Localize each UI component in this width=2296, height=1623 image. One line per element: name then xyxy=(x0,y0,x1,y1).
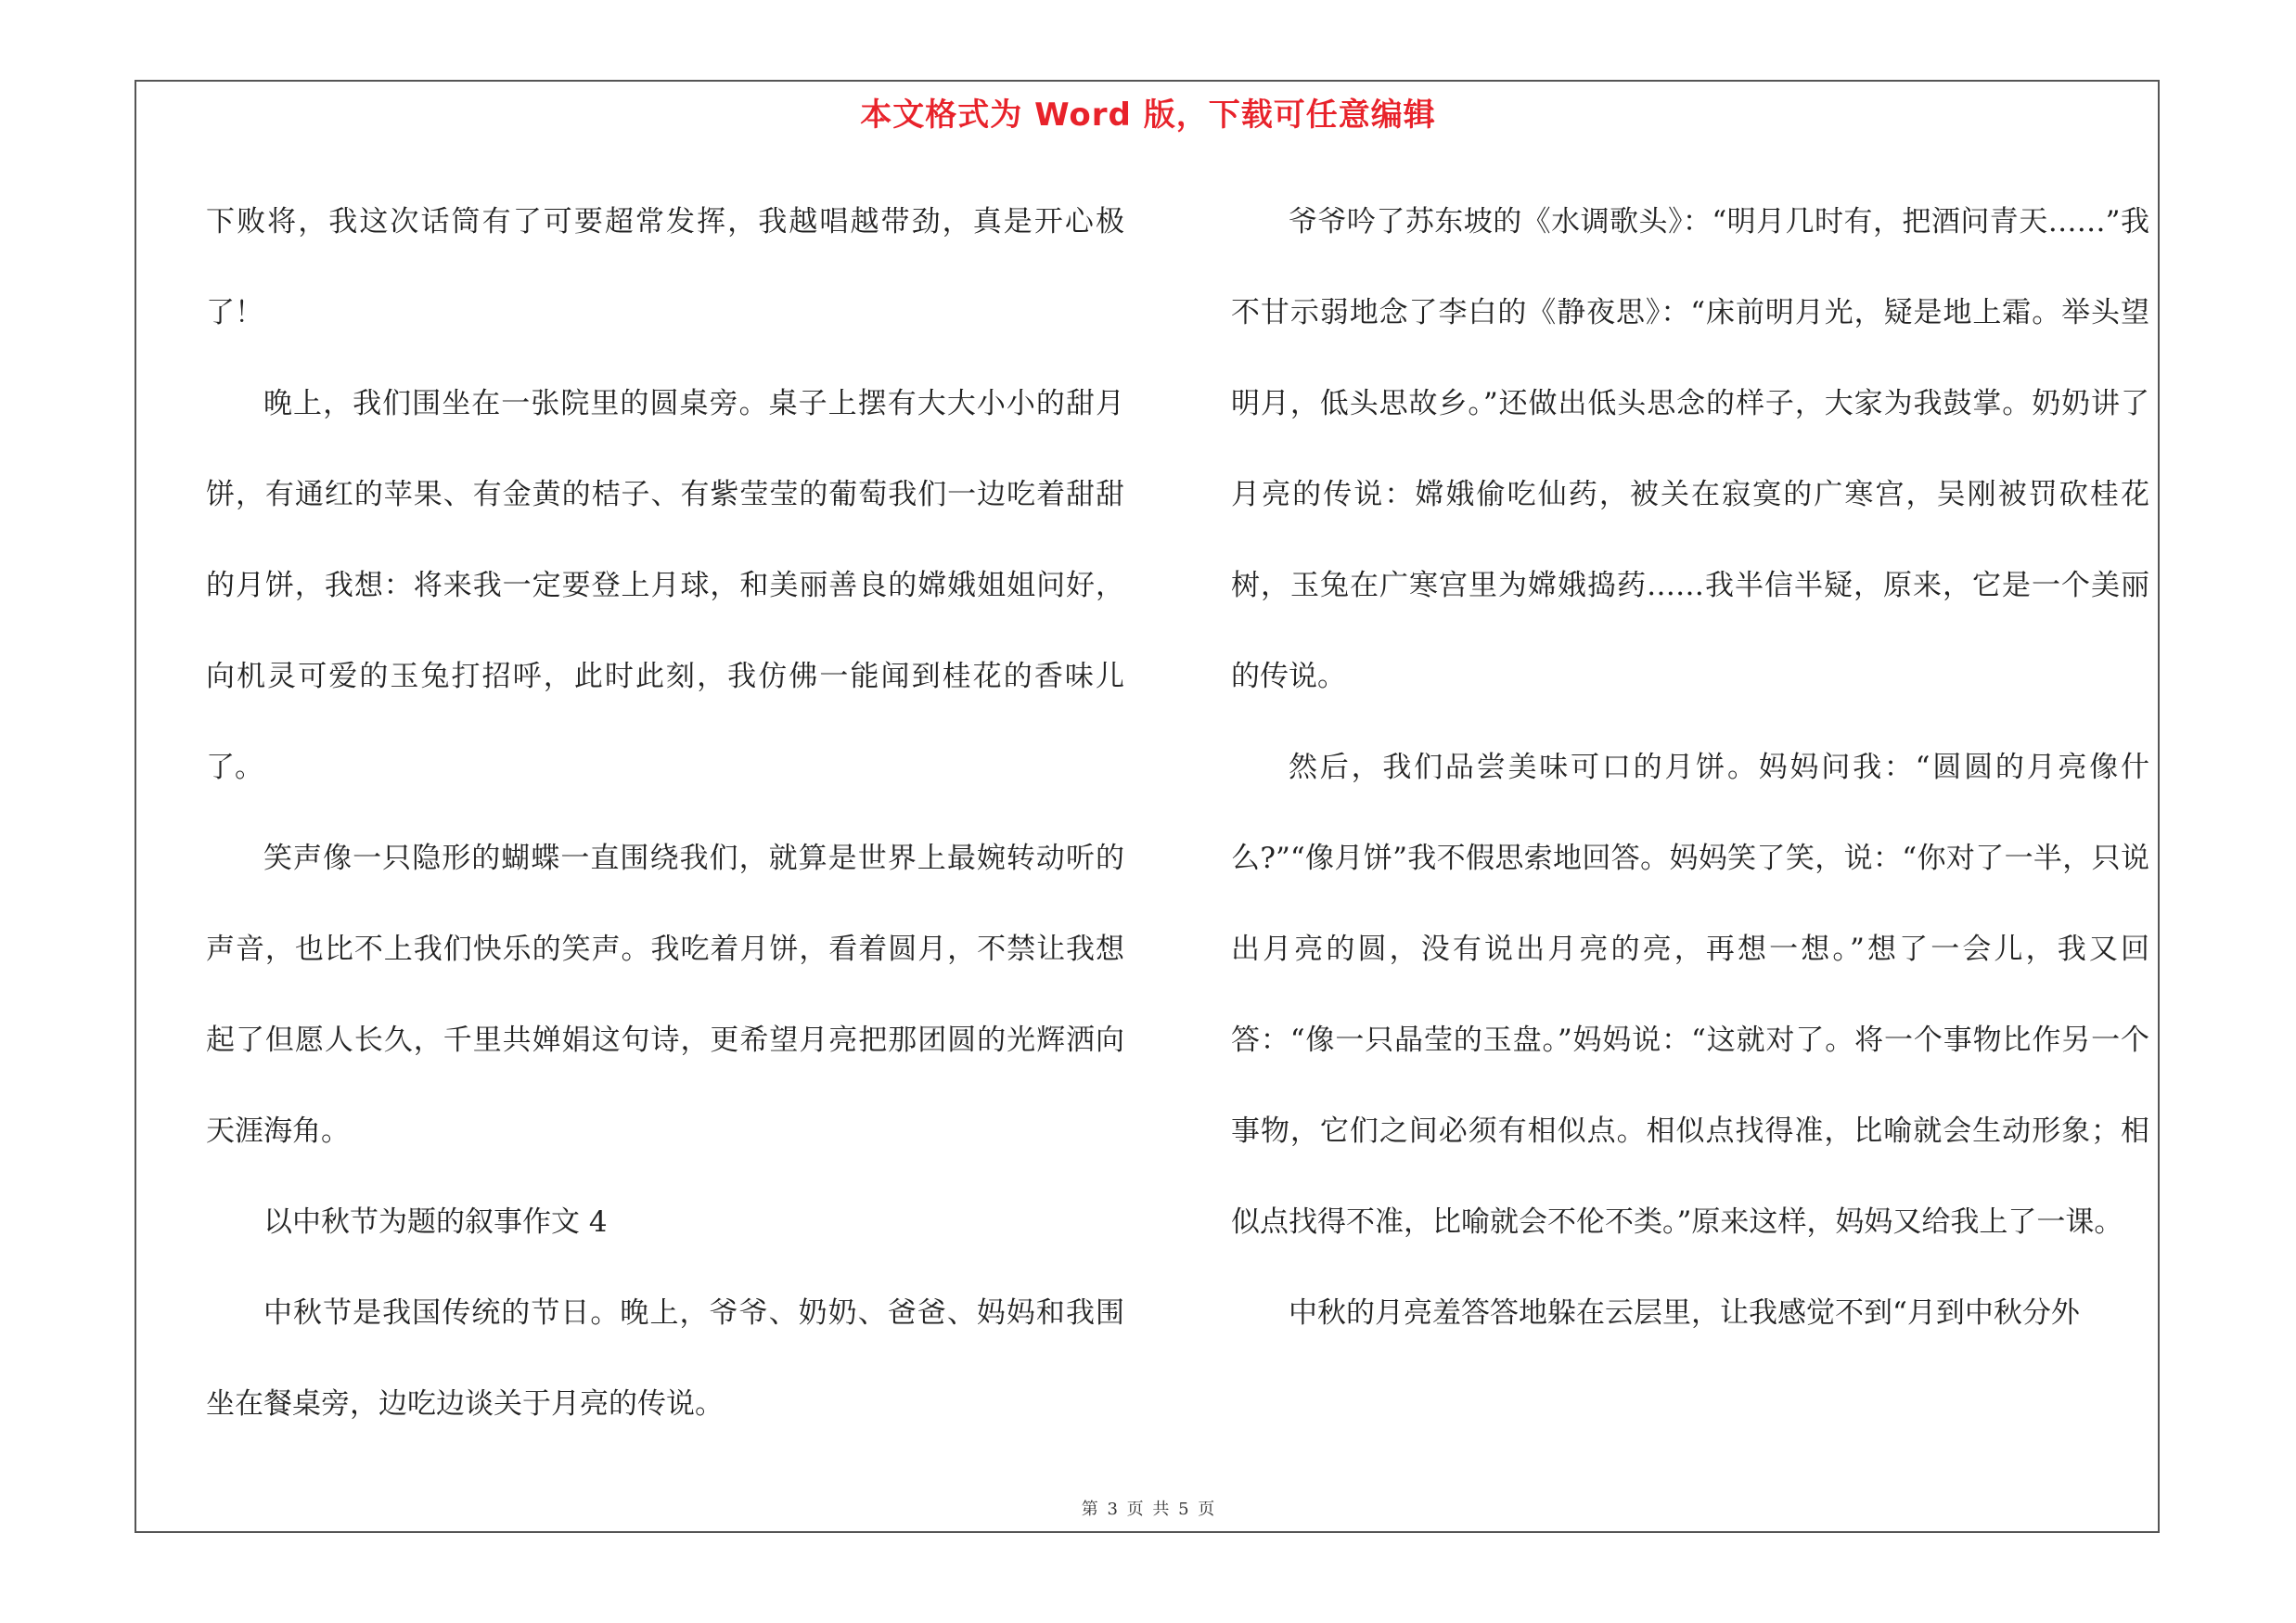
paragraph: 然后，我们品尝美味可口的月饼。妈妈问我：“圆圆的月亮像什么?”“像月饼”我不假思索地回答。妈妈笑了笑，说：“你对了一半，只说出月亮的圆，没有说出月亮的亮，再想一想。”想了一会儿，我又回答：“像一只晶莹的玉盘。”妈妈说：“这就对了。将一个事物比作另一个事物，它们之间必须有相似点。相似点找得准，比喻就会生动形象；相似点找得不准，比喻就会不伦不类。”原来这样，妈妈又给我上了一课。 xyxy=(1231,751,2149,1239)
paragraph: 爷爷吟了苏东坡的《水调歌头》：“明月几时有，把酒问青天……”我不甘示弱地念了李白的《静夜思》：“床前明月光，疑是地上霜。举头望明月，低头思故乡。”还做出低头思念的样子，大家为我鼓掌。奶奶讲了月亮的传说：嫦娥偷吃仙药，被关在寂寞的广寒宫，吴刚被罚砍桂花树，玉兔在广寒宫里为嫦娥捣药……我半信半疑，原来，它是一个美丽的传说。 xyxy=(1231,205,2149,693)
paragraph: 下败将，我这次话筒有了可要超常发挥，我越唱越带劲，真是开心极了！ xyxy=(206,205,1124,329)
paragraph: 笑声像一只隐形的蝴蝶一直围绕我们，就算是世界上最婉转动听的声音，也比不上我们快乐的笑声。我吃着月饼，看着圆月，不禁让我想起了但愿人长久，千里共婵娟这句诗，更希望月亮把那团圆的光辉洒向天涯海角。 xyxy=(206,842,1124,1148)
right-text-column xyxy=(1231,176,2149,1359)
paragraph: 晚上，我们围坐在一张院里的圆桌旁。桌子上摆有大大小小的甜月饼，有通红的苹果、有金黄的桔子、有紫莹莹的葡萄我们一边吃着甜甜的月饼，我想：将来我一定要登上月球，和美丽善良的嫦娥姐姐问好，向机灵可爱的玉兔打招呼，此时此刻，我仿佛一能闻到桂花的香味儿了。 xyxy=(206,387,1124,784)
page-number-footer: 第 3 页 共 5 页 xyxy=(1081,1500,1215,1519)
left-text-column xyxy=(206,176,1124,1449)
paragraph: 中秋节是我国传统的节日。晚上，爷爷、奶奶、爸爸、妈妈和我围坐在餐桌旁，边吃边谈关于月亮的传说。 xyxy=(206,1296,1124,1421)
paragraph: 中秋的月亮羞答答地躲在云层里，让我感觉不到“月到中秋分外 xyxy=(1289,1296,2080,1330)
section-heading: 以中秋节为题的叙事作文 4 xyxy=(263,1205,608,1239)
word-format-banner: 本文格式为 Word 版，下载可任意编辑 xyxy=(860,97,1436,134)
